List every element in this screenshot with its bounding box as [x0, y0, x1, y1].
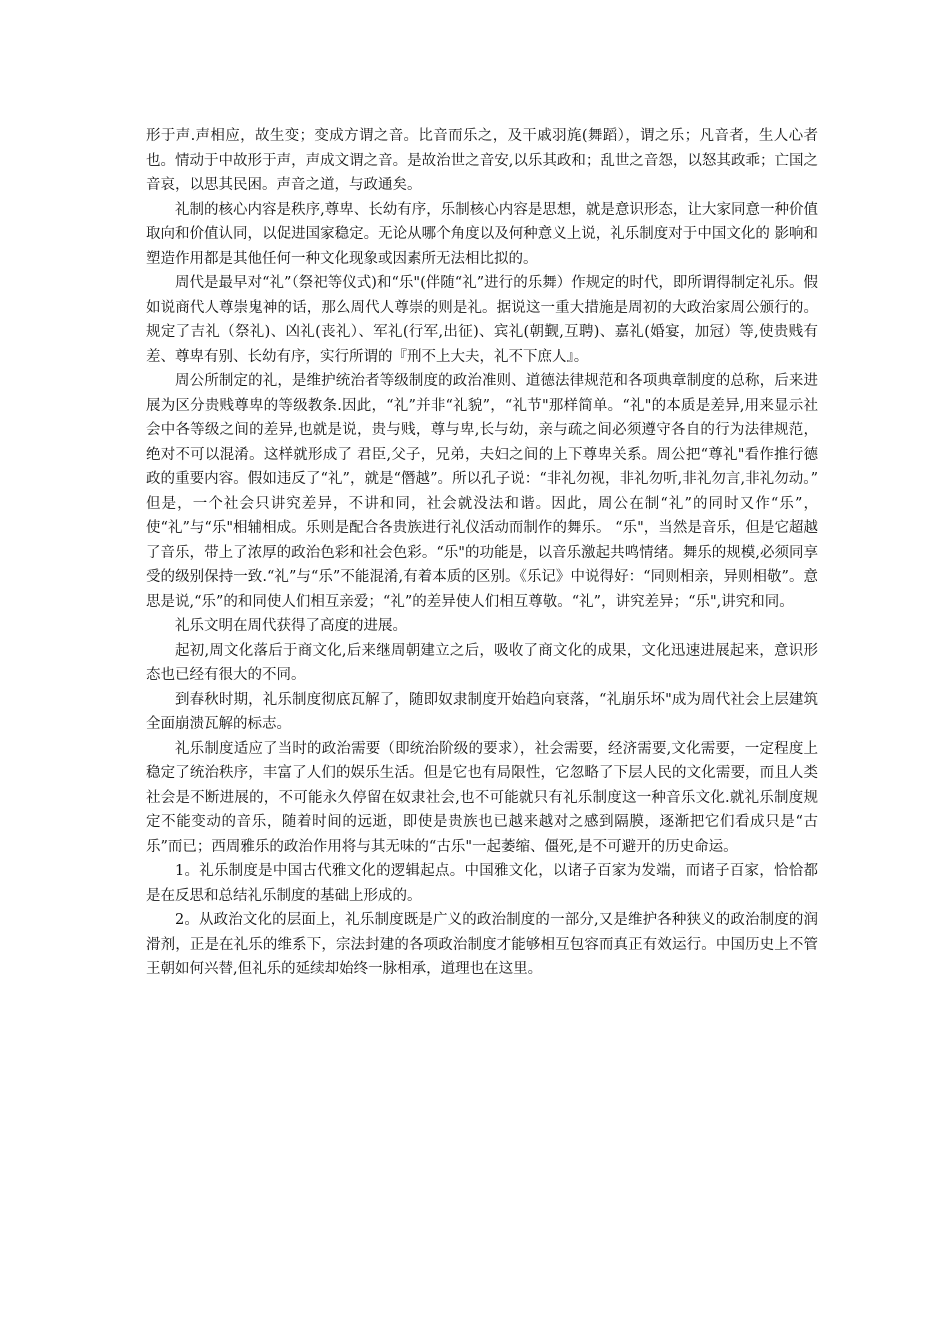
document-body: [146, 124, 818, 982]
paragraph-1: 形于声.声相应，故生变；变成方谓之音。比音而乐之，及干戚羽旄(舞蹈），谓之乐；凡音者，生人心者也。情动于中故形于声，声成文谓之音。是故治世之音安,以乐其政和；乱世之音怨，以怒其政乖；亡国之音哀，以思其民困。声音之道，与政通矣。: [146, 128, 818, 193]
paragraph-7: 到春秋时期，礼乐制度彻底瓦解了，随即奴隶制度开始趋向衰落，“礼崩乐坏"成为周代社会上层建筑全面崩溃瓦解的标志。: [146, 691, 818, 732]
paragraph-5: 礼乐文明在周代获得了高度的进展。: [175, 618, 407, 634]
paragraph-6: 起初,周文化落后于商文化,后来继周朝建立之后，吸收了商文化的成果，文化迅速进展起来，意识形态也已经有很大的不同。: [146, 642, 818, 683]
paragraph-10: 2。从政治文化的层面上，礼乐制度既是广义的政治制度的一部分,又是维护各种狭义的政治制度的润滑剂，正是在礼乐的维系下，宗法封建的各项政治制度才能够相互包容而真正有效运行。中国历史上不管王朝如何兴替,但礼乐的延续却始终一脉相承，道理也在这里。: [146, 912, 818, 977]
paragraph-3: 周代是最早对“礼”（祭祀等仪式)和“乐"(伴随“礼”进行的乐舞）作规定的时代，即所谓得制定礼乐。假如说商代人尊崇鬼神的话，那么周代人尊崇的则是礼。据说这一重大措施是周初的大政治家周公颁行的。规定了吉礼（祭礼)、凶礼(丧礼）、军礼(行军,出征)、宾礼(朝觐,互聘)、嘉礼(婚宴，加冠）等,使贵贱有差、尊卑有别、长幼有序，实行所谓的『刑不上大夫，礼不下庶人』。: [146, 275, 818, 365]
paragraph-8: 礼乐制度适应了当时的政治需要（即统治阶级的要求），社会需要，经济需要,文化需要，一定程度上稳定了统治秩序，丰富了人们的娱乐生活。但是它也有局限性，它忽略了下层人民的文化需要，而且人类社会是不断进展的，不可能永久停留在奴隶社会,也不可能就只有礼乐制度这一种音乐文化.就礼乐制度规定不能变动的音乐，随着时间的远逝，即使是贵族也已越来越对之感到隔膜，逐渐把它们看成只是“古乐”而已；西周雅乐的政治作用将与其无味的“古乐"一起萎缩、僵死,是不可避开的历史命运。: [146, 740, 818, 855]
paragraph-4: 周公所制定的礼，是维护统治者等级制度的政治准则、道德法律规范和各项典章制度的总称，后来进展为区分贵贱尊卑的等级教条.因此，“礼”并非“礼貌”，“礼节"那样简单。“礼"的本质是差异,用来显示社会中各等级之间的差异,也就是说，贵与贱，尊与卑,长与幼，亲与疏之间必须遵守各自的行为法律规范，绝对不可以混淆。这样就形成了 君臣,父子，兄弟，夫妇之间的上下尊卑关系。周公把“尊礼"看作推行德政的重要内容。假如违反了“礼”，就是“僭越”。所以孔子说：“非礼勿视，非礼勿听,非礼勿言,非礼勿动。” 但是，一个社会只讲究差异，不讲和同，社会就没法和谐。因此，周公在制“礼”的同时又作“乐”，使“礼”与“乐"相辅相成。乐则是配合各贵族进行礼仪活动而制作的舞乐。 “乐"，当然是音乐，但是它超越了音乐，带上了浓厚的政治色彩和社会色彩。“乐"的功能是，以音乐激起共鸣情绪。舞乐的规模,必须同享受的级别保持一致.“礼”与“乐”不能混淆,有着本质的区别。《乐记》中说得好：“同则相亲，异则相敬”。意思是说,“乐”的和同使人们相互亲爱；“礼”的差异使人们相互尊敬。“礼”，讲究差异；“乐",讲究和同。: [146, 373, 818, 610]
paragraph-9: 1。礼乐制度是中国古代雅文化的逻辑起点。中国雅文化，以诸子百家为发端，而诸子百家，恰恰都是在反思和总结礼乐制度的基础上形成的。: [146, 863, 818, 904]
paragraph-2: 礼制的核心内容是秩序,尊卑、长幼有序，乐制核心内容是思想，就是意识形态，让大家同意一种价值取向和价值认同，以促进国家稳定。无论从哪个角度以及何种意义上说，礼乐制度对于中国文化的 影响和塑造作用都是其他任何一种文化现象或因素所无法相比拟的。: [146, 201, 818, 267]
